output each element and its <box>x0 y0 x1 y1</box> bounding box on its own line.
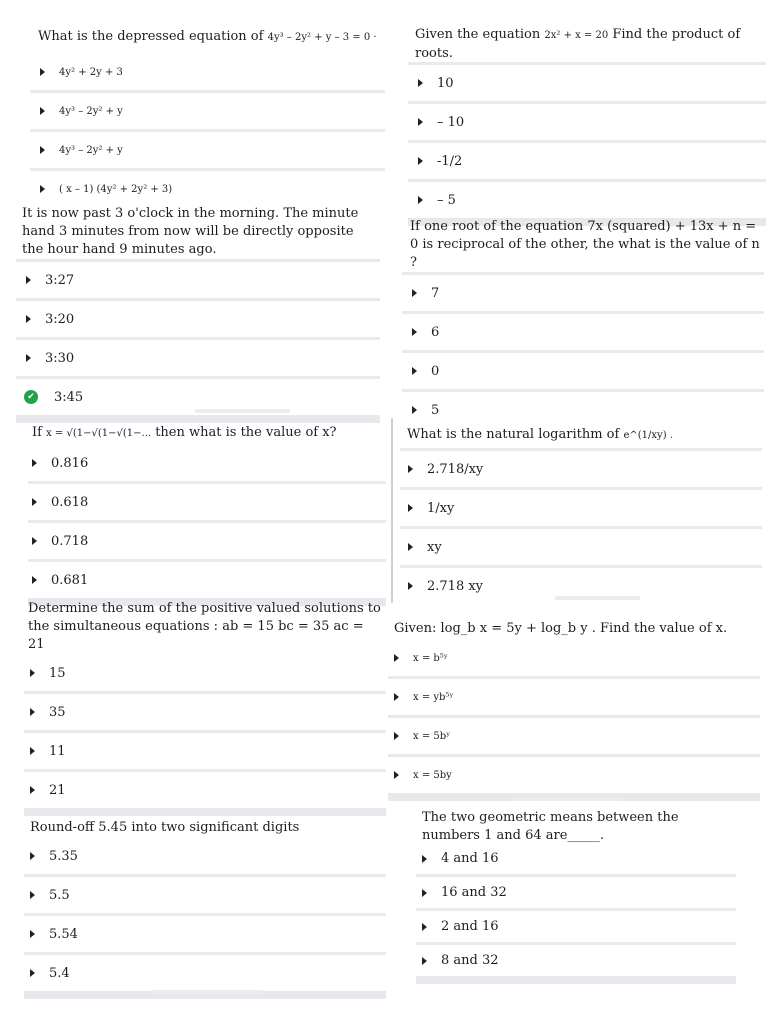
option-text: 2.718 xy <box>427 578 484 594</box>
option-text: 3:27 <box>45 272 75 288</box>
option-8b[interactable] <box>388 679 760 715</box>
check-circle-icon: ✔ <box>24 390 38 404</box>
triangle-icon <box>30 930 35 938</box>
triangle-icon <box>30 852 35 860</box>
triangle-icon <box>40 68 45 76</box>
triangle-icon <box>32 459 37 467</box>
question-1-text <box>38 28 393 47</box>
option-4b[interactable] <box>402 314 764 350</box>
option-text: 3:30 <box>45 350 75 366</box>
option-7c[interactable] <box>24 733 386 769</box>
divider <box>512 797 622 801</box>
option-3a[interactable] <box>16 262 380 298</box>
triangle-icon <box>408 582 413 590</box>
option-text: 15 <box>49 665 66 681</box>
option-text: 0.618 <box>51 494 89 510</box>
option-text: 7 <box>431 285 440 301</box>
question-9 <box>30 819 385 837</box>
triangle-icon <box>422 889 427 897</box>
option-text: 0 <box>431 363 440 379</box>
option-text: 5.5 <box>49 887 70 903</box>
triangle-icon <box>412 289 417 297</box>
option-1b[interactable] <box>30 93 385 129</box>
question-2-label-b: Find the product of roots. <box>415 27 741 61</box>
question-7-options <box>24 655 386 816</box>
question-7 <box>28 600 383 654</box>
option-text: ( x – 1) (4y² + 2y² + 3) <box>59 183 173 195</box>
option-text: 5.4 <box>49 965 70 981</box>
triangle-icon <box>408 504 413 512</box>
triangle-icon <box>40 185 45 193</box>
option-4d[interactable] <box>402 392 764 428</box>
option-6b[interactable] <box>400 490 762 526</box>
triangle-icon <box>412 328 417 336</box>
option-10b[interactable] <box>416 877 736 908</box>
question-8-options <box>388 640 760 801</box>
question-10 <box>422 809 732 845</box>
option-text: 4y³ – 2y² + y <box>59 105 123 117</box>
option-2b[interactable] <box>408 104 766 140</box>
question-1 <box>38 28 393 53</box>
option-text: 35 <box>49 704 66 720</box>
triangle-icon <box>26 354 31 362</box>
question-5-options <box>28 445 386 606</box>
option-3c[interactable] <box>16 340 380 376</box>
question-3 <box>22 205 372 259</box>
option-text: – 5 <box>437 192 456 208</box>
question-8-text: Given: log_b x = 5y + log_b y . Find the value of x. <box>394 621 728 636</box>
question-10-text: The two geometric means between the numbers 1 and 64 are_____. <box>422 810 679 843</box>
triangle-icon <box>30 786 35 794</box>
triangle-icon <box>418 118 423 126</box>
question-9-text: Round-off 5.45 into two significant digits <box>30 820 300 835</box>
option-10a[interactable] <box>416 843 736 874</box>
triangle-icon <box>26 315 31 323</box>
option-text: x = 5by <box>413 769 452 781</box>
option-text: 4 and 16 <box>441 851 499 866</box>
question-3-text: It is now past 3 o'clock in the morning. The minute hand 3 minutes from now will be directly opposite the hour hand 9 minutes ago. <box>22 206 359 257</box>
option-1a[interactable] <box>30 54 385 90</box>
triangle-icon <box>30 708 35 716</box>
question-1-label: What is the depressed equation of <box>38 29 264 44</box>
option-text: 4y² + 2y + 3 <box>59 66 123 78</box>
question-6 <box>407 426 759 445</box>
option-7d[interactable] <box>24 772 386 808</box>
triangle-icon <box>30 747 35 755</box>
triangle-icon <box>30 969 35 977</box>
option-text: 16 and 32 <box>441 885 507 900</box>
question-3-options <box>16 259 380 423</box>
triangle-icon <box>40 107 45 115</box>
triangle-icon <box>394 771 399 779</box>
option-text: 2 and 16 <box>441 919 499 934</box>
option-text: 8 and 32 <box>441 953 499 968</box>
option-text: 11 <box>49 743 66 759</box>
question-2-text <box>415 26 760 63</box>
option-text: 6 <box>431 324 440 340</box>
option-text: 0.718 <box>51 533 89 549</box>
option-text: – 10 <box>437 114 465 130</box>
option-7b[interactable] <box>24 694 386 730</box>
option-5c[interactable] <box>28 523 386 559</box>
option-text: 0.816 <box>51 455 89 471</box>
option-2a[interactable] <box>408 65 766 101</box>
triangle-icon <box>408 543 413 551</box>
question-6-label: What is the natural logarithm of <box>407 427 620 442</box>
option-5a[interactable] <box>28 445 386 481</box>
column-divider <box>391 418 393 603</box>
option-text: 0.681 <box>51 572 89 588</box>
option-text: 2.718/xy <box>427 461 484 477</box>
option-1d[interactable] <box>30 171 385 207</box>
option-text: x = yb⁵ʸ <box>413 691 454 703</box>
option-text: 21 <box>49 782 66 798</box>
option-6c[interactable] <box>400 529 762 565</box>
question-6-options <box>400 448 762 604</box>
triangle-icon <box>32 576 37 584</box>
triangle-icon <box>394 732 399 740</box>
question-5-label-b: then what is the value of x? <box>155 425 337 440</box>
question-5 <box>32 424 387 443</box>
option-5b[interactable] <box>28 484 386 520</box>
divider <box>416 976 736 984</box>
triangle-icon <box>412 367 417 375</box>
triangle-icon <box>26 276 31 284</box>
question-2-options <box>408 62 766 226</box>
option-10c[interactable] <box>416 911 736 942</box>
question-2 <box>415 26 760 63</box>
option-5d[interactable] <box>28 562 386 598</box>
option-9b[interactable] <box>24 877 386 913</box>
question-1-options <box>30 54 385 207</box>
question-7-text: Determine the sum of the positive valued solutions to the simultaneous equations : ab = 15 bc = 35 ac = 21 <box>28 601 381 652</box>
triangle-icon <box>40 146 45 154</box>
option-text: xy <box>427 539 442 555</box>
triangle-icon <box>394 693 399 701</box>
option-9c[interactable] <box>24 916 386 952</box>
option-text: 3:20 <box>45 311 75 327</box>
option-6d[interactable] <box>400 568 762 604</box>
option-2c[interactable] <box>408 143 766 179</box>
question-8 <box>394 620 762 638</box>
triangle-icon <box>422 957 427 965</box>
option-6a[interactable] <box>400 451 762 487</box>
divider <box>150 990 262 994</box>
question-4-text: If one root of the equation 7x (squared) + 13x + n = 0 is reciprocal of the other, the what is the value of n ? <box>410 219 760 270</box>
option-4a[interactable] <box>402 275 764 311</box>
divider <box>195 409 290 413</box>
triangle-icon <box>412 406 417 414</box>
option-text: 4y³ – 2y² + y <box>59 144 123 156</box>
divider <box>24 808 386 816</box>
question-5-text <box>32 424 387 443</box>
option-text: 10 <box>437 75 454 91</box>
option-9a[interactable] <box>24 838 386 874</box>
option-3b[interactable] <box>16 301 380 337</box>
question-4-options <box>402 272 764 428</box>
triangle-icon <box>394 654 399 662</box>
question-5-expr: x = √(1−√(1−√(1−... <box>46 428 152 439</box>
option-text: 3:45 <box>54 389 84 405</box>
option-1c[interactable] <box>30 132 385 168</box>
triangle-icon <box>422 923 427 931</box>
option-2d[interactable] <box>408 182 766 218</box>
triangle-icon <box>422 855 427 863</box>
triangle-icon <box>32 537 37 545</box>
question-2-label: Given the equation <box>415 27 541 42</box>
option-7a[interactable] <box>24 655 386 691</box>
triangle-icon <box>418 157 423 165</box>
question-6-expr: e^(1/xy) . <box>623 430 673 441</box>
option-text: 5.35 <box>49 848 78 864</box>
question-9-options <box>24 838 386 999</box>
option-text: -1/2 <box>437 153 463 169</box>
option-8a[interactable] <box>388 640 760 676</box>
option-8d[interactable] <box>388 757 760 793</box>
question-10-options <box>416 843 736 984</box>
divider <box>16 415 380 423</box>
question-6-text <box>407 426 759 445</box>
option-9d[interactable] <box>24 955 386 991</box>
option-text: x = 5bʸ <box>413 730 451 742</box>
triangle-icon <box>30 891 35 899</box>
triangle-icon <box>32 498 37 506</box>
question-2-expr: 2x² + x = 20 <box>544 30 609 41</box>
question-4 <box>410 218 762 272</box>
option-text: 5.54 <box>49 926 78 942</box>
option-text: 1/xy <box>427 500 455 516</box>
question-5-label: If <box>32 425 42 440</box>
triangle-icon <box>418 196 423 204</box>
option-text: 5 <box>431 402 440 418</box>
option-10d[interactable] <box>416 945 736 976</box>
triangle-icon <box>408 465 413 473</box>
triangle-icon <box>30 669 35 677</box>
option-4c[interactable] <box>402 353 764 389</box>
question-1-expr: 4y³ – 2y² + y – 3 = 0 · <box>267 32 377 43</box>
triangle-icon <box>418 79 423 87</box>
option-text: x = b⁵ʸ <box>413 652 449 664</box>
option-8c[interactable] <box>388 718 760 754</box>
